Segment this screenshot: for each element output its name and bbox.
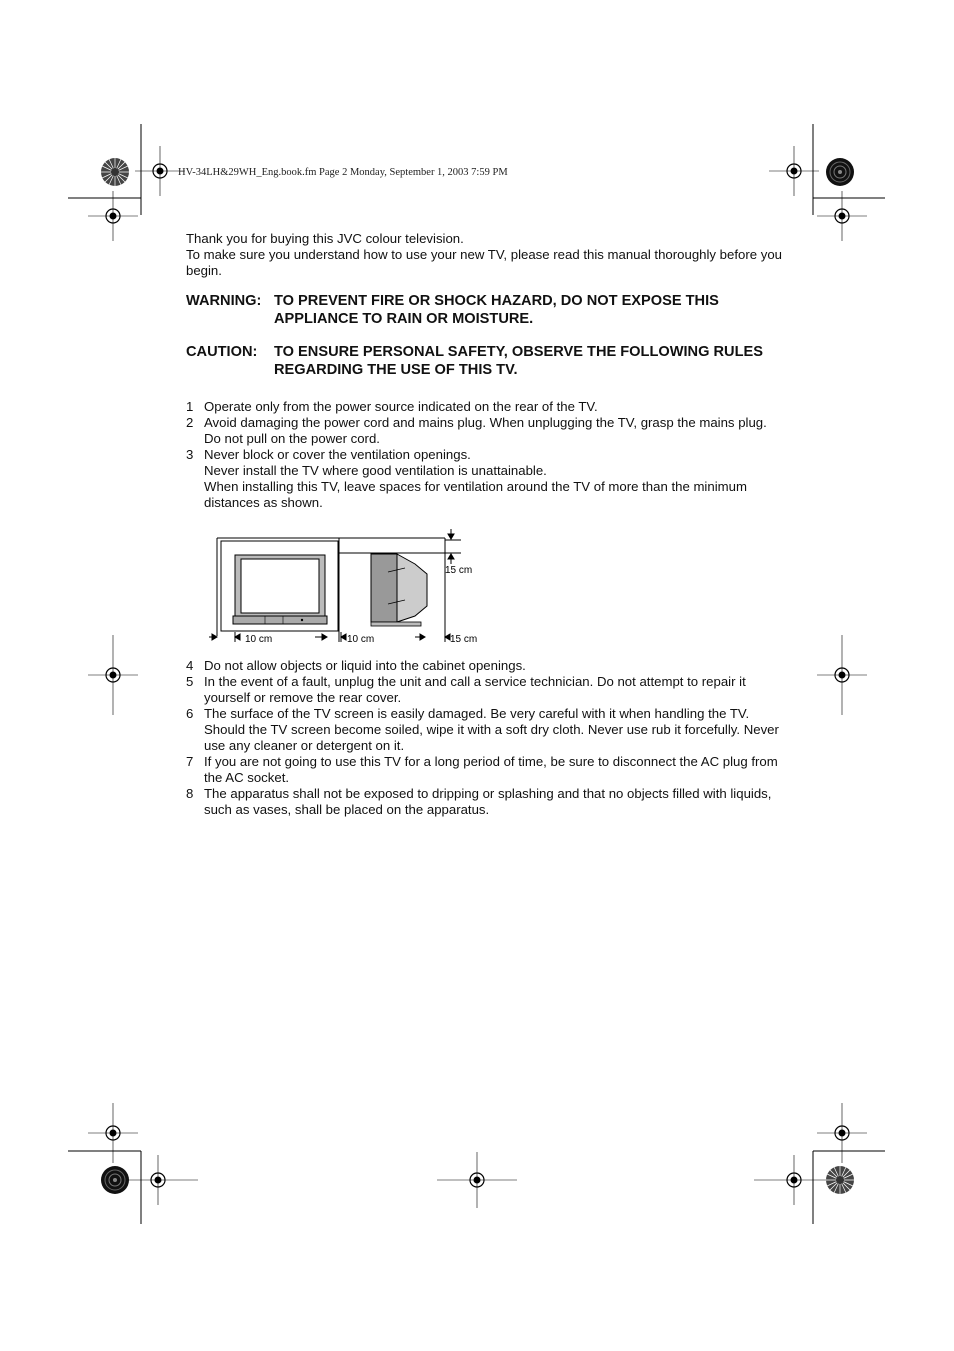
registration-mark-icon [769, 146, 819, 196]
file-info-header: HV-34LH&29WH_Eng.book.fm Page 2 Monday, September 1, 2003 7:59 PM [178, 167, 508, 178]
registration-mark-icon [817, 191, 867, 241]
clearance-label-front: 10 cm [245, 634, 273, 645]
list-item [186, 706, 786, 754]
clearance-label-top: 15 cm [445, 565, 473, 576]
caution-label: CAUTION: [186, 344, 258, 360]
registration-mark-icon [817, 1103, 867, 1163]
list-item [186, 399, 786, 415]
ventilation-clearance-diagram [205, 526, 495, 652]
intro-instructions: To make sure you understand how to use your new TV, please read this manual thoroughly before you begin. [186, 247, 782, 278]
list-item [186, 786, 786, 818]
list-item-number: 7 [186, 754, 194, 769]
list-item-text: In the event of a fault, unplug the unit and call a service technician. Do not attempt to repair it yourself or remove the rear cover. [204, 674, 746, 705]
caution-text: TO ENSURE PERSONAL SAFETY, OBSERVE THE FOLLOWING RULES REGARDING THE USE OF THIS TV. [274, 344, 763, 378]
list-item [186, 754, 786, 786]
registration-mark-icon [118, 1155, 198, 1205]
registration-mark-icon [817, 635, 867, 715]
registration-mark-icon [88, 635, 138, 715]
registration-mark-icon [754, 1155, 834, 1205]
list-item [186, 447, 786, 511]
starburst-target-icon [100, 157, 130, 187]
list-item-text: The apparatus shall not be exposed to dripping or splashing and that no objects filled with liquids, such as vases, shall be placed on the apparatus. [204, 786, 772, 817]
registration-mark-icon [88, 191, 138, 241]
warning-notice [186, 293, 786, 328]
tv-front-view [233, 555, 327, 624]
registration-mark-icon [437, 1152, 517, 1208]
list-item-text: Operate only from the power source indicated on the rear of the TV. [204, 399, 598, 414]
tv-side-view [371, 554, 427, 626]
list-item-text: Never install the TV where good ventilation is unattainable. [204, 463, 547, 478]
list-item-text: The surface of the TV screen is easily damaged. Be very careful with it when handling the TV. Should the TV screen become soiled, wipe it with a soft dry cloth. Never use rub it forcefully. Never use any cleaner or detergent on it. [204, 706, 779, 753]
registration-mark-icon [88, 1103, 138, 1163]
list-item-number: 6 [186, 706, 194, 721]
warning-text: TO PREVENT FIRE OR SHOCK HAZARD, DO NOT EXPOSE THIS APPLIANCE TO RAIN OR MOISTURE. [274, 293, 719, 327]
clearance-label-rear: 15 cm [450, 634, 478, 645]
starburst-target-icon [825, 1165, 855, 1195]
list-item [186, 415, 786, 447]
list-item-number: 8 [186, 786, 194, 801]
density-target-icon [100, 1165, 130, 1195]
intro-thanks: Thank you for buying this JVC colour television. [186, 231, 464, 246]
list-item-number: 4 [186, 658, 194, 673]
list-item-number: 1 [186, 399, 194, 414]
list-item-text: When installing this TV, leave spaces for ventilation around the TV of more than the minimum distances as shown. [204, 479, 747, 510]
list-item-number: 2 [186, 415, 194, 430]
caution-notice [186, 344, 786, 379]
list-item-text: Never block or cover the ventilation openings. [204, 447, 471, 462]
density-target-icon [825, 157, 855, 187]
list-item [186, 674, 786, 706]
list-item-number: 3 [186, 447, 194, 462]
list-item-text: Do not allow objects or liquid into the cabinet openings. [204, 658, 526, 673]
list-item-number: 5 [186, 674, 194, 689]
warning-label: WARNING: [186, 293, 262, 309]
list-item-text: Avoid damaging the power cord and mains plug. When unplugging the TV, grasp the mains plug. Do not pull on the power cord. [204, 415, 767, 446]
list-item-text: If you are not going to use this TV for a long period of time, be sure to disconnect the AC plug from the AC socket. [204, 754, 778, 785]
clearance-label-side: 10 cm [347, 634, 375, 645]
safety-rules-list-b [186, 658, 786, 818]
safety-rules-list-a [186, 399, 786, 511]
list-item [186, 658, 786, 674]
intro-text [186, 231, 786, 279]
